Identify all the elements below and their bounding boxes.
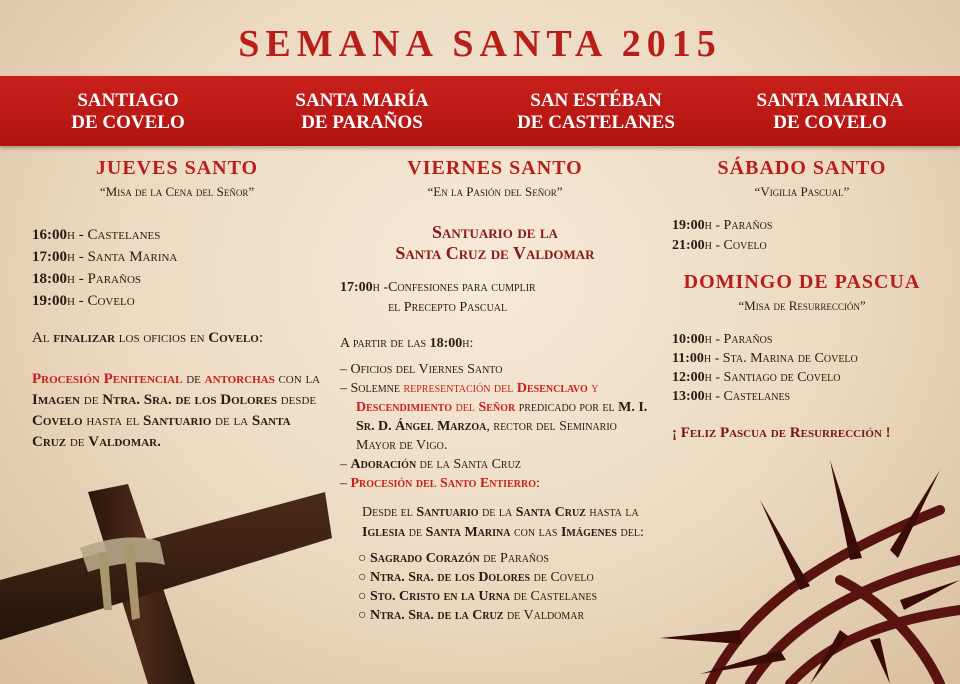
text: Ntra. Sra. de la Cruz (369, 608, 504, 623)
parish-line: DE PARAÑOS (301, 112, 423, 133)
time: 18:00 (429, 336, 463, 351)
text: Desde el (362, 505, 417, 520)
list-item: ○ Ntra. Sra. de la Cruz de Valdomar (358, 608, 585, 623)
time-place: h - Covelo (67, 293, 135, 309)
time: 17:00 (340, 280, 373, 295)
text: Covelo (32, 413, 83, 429)
text: Señor (478, 400, 516, 415)
time-row (672, 236, 932, 256)
time: 11:00 (672, 351, 704, 366)
parish-santiago (28, 90, 228, 134)
viernes-sanctuary (340, 222, 650, 264)
parish-san-esteban (496, 90, 696, 134)
confession-text (388, 278, 536, 318)
text: Procesión del Santo Entierro (350, 476, 536, 491)
parish-line: SANTIAGO (77, 90, 179, 111)
procession-route (362, 503, 650, 543)
jueves-column (32, 158, 322, 453)
text: representación del (403, 381, 517, 396)
list-item: ○ Sagrado Corazón de Paraños (358, 551, 549, 566)
time: 10:00 (672, 332, 705, 347)
viernes-heading: VIERNES SANTO (407, 157, 583, 179)
page-title: SEMANA SANTA 2015 (238, 23, 722, 65)
images-list (358, 549, 650, 625)
parish-banner (0, 76, 960, 146)
text: h: (462, 336, 474, 351)
jueves-heading: JUEVES SANTO (95, 157, 259, 179)
text: de la Santa Cruz (416, 457, 521, 472)
text: de (182, 371, 205, 387)
text: Santuario (416, 505, 479, 520)
text: Covelo (208, 330, 259, 346)
from-time (340, 334, 650, 354)
viernes-subtitle: “En la Pasión del Señor” (427, 184, 563, 199)
text: de la (211, 413, 252, 429)
confession-row (340, 278, 650, 318)
text: , rector del Seminario Mayor de Vigo. (356, 419, 617, 453)
text: Descendimiento (356, 400, 453, 415)
text: de Castelanes (510, 589, 598, 604)
time: 18:00 (32, 271, 67, 287)
time: 16:00 (32, 227, 67, 243)
parish-line: SAN ESTÉBAN (530, 90, 662, 111)
time-place: h - Castelanes (704, 389, 791, 404)
jueves-times (32, 224, 322, 312)
crown-of-thorns-illustration (640, 440, 960, 684)
text: Sto. Cristo en la Urna (369, 589, 511, 604)
jueves-procession (32, 369, 322, 453)
viernes-column (340, 158, 650, 625)
time-place: h - Covelo (704, 238, 767, 253)
jueves-note (32, 328, 322, 349)
parish-santa-marina (730, 90, 930, 134)
text: del (452, 400, 479, 415)
time-place: h - Paraños (67, 271, 142, 287)
time-row (672, 216, 932, 236)
text: los oficios en (115, 330, 209, 346)
time: 12:00 (672, 370, 705, 385)
list-item: ○ Ntra. Sra. de los Dolores de Covelo (358, 570, 594, 585)
parish-santa-maria (262, 90, 462, 134)
time-row (672, 387, 932, 406)
text: Iglesia (362, 525, 406, 540)
domingo-subtitle: “Misa de Resurrección” (738, 298, 866, 313)
text: Valdomar. (88, 434, 161, 450)
time-place: h - Santiago de Covelo (704, 370, 841, 385)
time-row (32, 268, 322, 290)
text: A partir de las (340, 336, 430, 351)
text: Ntra. Sra. de los Dolores (369, 570, 531, 585)
text: desde (276, 392, 317, 408)
text: M. I. Sr. D. Ángel Marzoa (356, 400, 648, 434)
sabado-domingo-column (672, 158, 932, 444)
text: Sagrado Corazón (369, 551, 480, 566)
text: Al (32, 330, 54, 346)
time-place: h - Castelanes (67, 227, 161, 243)
text: finalizar (53, 330, 116, 346)
time-row (672, 330, 932, 349)
text: Imagen (32, 392, 81, 408)
text: de Valdomar (503, 608, 585, 623)
text: de Paraños (479, 551, 549, 566)
domingo-heading: DOMINGO DE PASCUA (683, 271, 921, 293)
sanctuary-line: Santuario de la (432, 222, 558, 242)
time-row (672, 349, 932, 368)
parish-line: DE COVELO (71, 112, 185, 133)
text: y (587, 381, 599, 396)
list-item: – Procesión del Santo Entierro: (340, 476, 540, 491)
easter-greeting: ¡ Feliz Pascua de Resurrección ! (672, 425, 891, 441)
time: 17:00 (32, 249, 67, 265)
wooden-cross-illustration (0, 470, 340, 684)
text: : (535, 476, 540, 491)
text: Oficios del Viernes Santo (350, 362, 503, 377)
text: con la (274, 371, 321, 387)
text: Solemne (350, 381, 404, 396)
text: el (602, 400, 619, 415)
text: de Covelo (530, 570, 594, 585)
time-place: h - Paraños (704, 218, 773, 233)
text: Santuario (143, 413, 212, 429)
list-item: – Adoración de la Santa Cruz (340, 457, 521, 472)
time-row (32, 290, 322, 312)
time: 19:00 (32, 293, 67, 309)
text: de (80, 392, 103, 408)
text: Desenclavo (516, 381, 588, 396)
list-item: – Oficios del Viernes Santo (340, 362, 503, 377)
parish-line: SANTA MARINA (756, 90, 904, 111)
text: Adoración (350, 457, 417, 472)
text: de (405, 525, 426, 540)
text: Confesiones para cumplir (388, 280, 536, 295)
list-item: – Solemne representación del Desenclavo y Descendimiento del Señor predicado por el M. I. Sr. D. Ángel Marzoa, rector del Seminario Mayor de Vigo. (340, 381, 648, 453)
sanctuary-line: Santa Cruz de Valdomar (395, 243, 595, 263)
time-row (32, 246, 322, 268)
viernes-list (340, 360, 650, 493)
text: predicado por (515, 400, 603, 415)
text: Santa Cruz (515, 505, 586, 520)
sabado-times (672, 216, 932, 256)
domingo-times (672, 330, 932, 406)
text: : (258, 330, 264, 346)
time-place: h - Sta. Marina de Covelo (703, 351, 858, 366)
text: Procesión Penitencial (32, 371, 183, 387)
parish-line: DE COVELO (773, 112, 887, 133)
time-place: h - Paraños (704, 332, 773, 347)
text: hasta el (82, 413, 144, 429)
time: 13:00 (672, 389, 705, 404)
text: hasta la (585, 505, 639, 520)
text: antorchas (204, 371, 275, 387)
text: el Precepto Pascual (388, 300, 508, 315)
text: de la (478, 505, 516, 520)
time: 21:00 (672, 238, 705, 253)
confession-time (340, 278, 388, 318)
jueves-subtitle: “Misa de la Cena del Señor” (99, 184, 255, 199)
text: Imágenes (560, 525, 617, 540)
text: Santa Cruz (32, 413, 291, 450)
text: del: (617, 525, 644, 540)
time-row (32, 224, 322, 246)
sabado-heading: SÁBADO SANTO (717, 157, 887, 179)
text: con las (510, 525, 561, 540)
parish-line: DE CASTELANES (517, 112, 675, 133)
text: de (66, 434, 89, 450)
time-place: h - Santa Marina (67, 249, 178, 265)
sabado-subtitle: “Vigilia Pascual” (754, 184, 850, 199)
text: h - (372, 280, 389, 295)
list-item: ○ Sto. Cristo en la Urna de Castelanes (358, 589, 598, 604)
time-row (672, 368, 932, 387)
parish-line: SANTA MARÍA (295, 90, 429, 111)
time: 19:00 (672, 218, 705, 233)
text: Ntra. Sra. de los Dolores (102, 392, 277, 408)
text: Santa Marina (425, 525, 511, 540)
